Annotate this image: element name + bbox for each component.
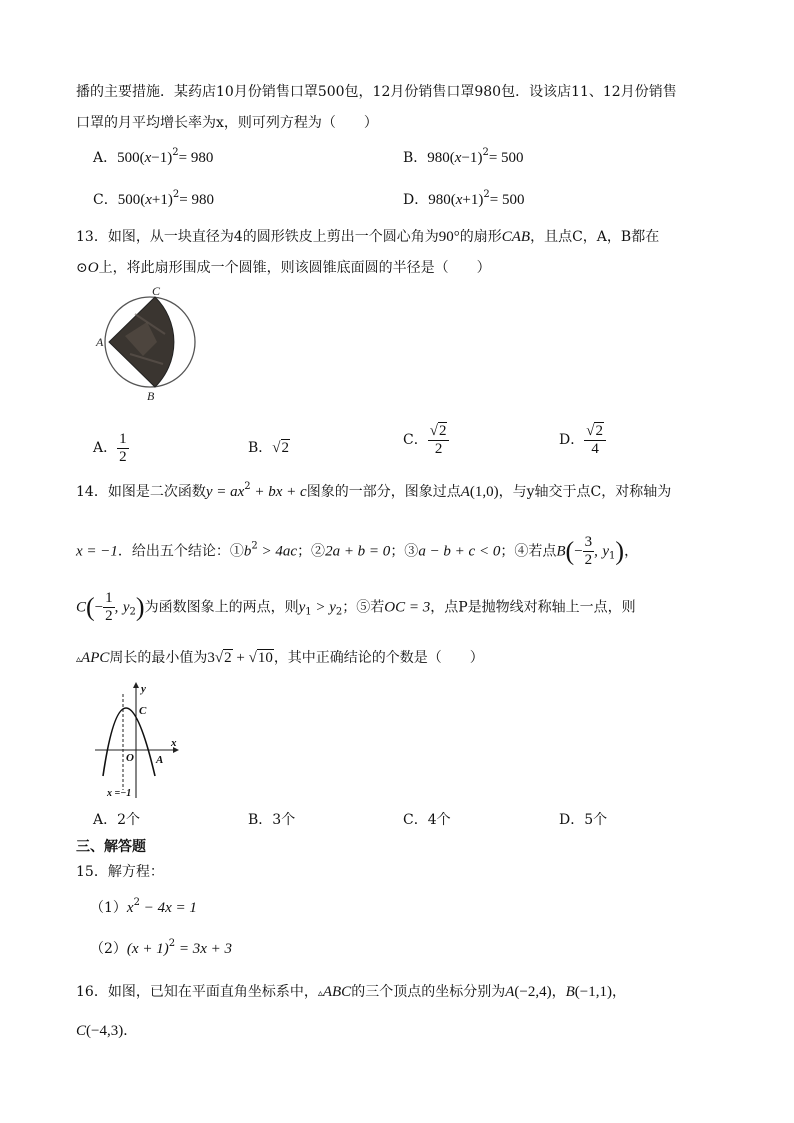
q13-text-line1: 13．如图，从一块直径为4的圆形铁皮上剪出一个圆心角为90°的扇形CAB，且点C，A，B都在 bbox=[76, 229, 660, 245]
q13-text-line2: ⊙O上，将此扇形围成一个圆锥，则该圆锥底面圆的半径是（ ） bbox=[76, 260, 491, 276]
q16-text-line2: C(−4,3)． bbox=[76, 1023, 138, 1039]
q13-option-a[interactable]: A． $\frac{1}{2}$ bbox=[93, 430, 127, 465]
q16-text-line1: 16．如图，已知在平面直角坐标系中，▵ABC的三个顶点的坐标分别为A(−2,4)，B(−1,1)， bbox=[76, 984, 626, 1000]
q13-label-a: A bbox=[96, 335, 104, 349]
q14-text-line4: ▵APC周长的最小值为3√2 + √10，其中正确结论的个数是（ ） bbox=[76, 650, 484, 666]
q14-option-c[interactable]: C．4个 bbox=[403, 812, 451, 828]
q13-label-b: B bbox=[147, 389, 155, 403]
q15-title: 15．解方程： bbox=[76, 864, 164, 880]
q14-option-b[interactable]: B．3个 bbox=[248, 812, 296, 828]
q14-figure-parabola bbox=[93, 680, 183, 802]
q14-parabola-curve bbox=[103, 708, 155, 776]
q12-text-line1: 播的主要措施．某药店10月份销售口罩500包，12月份销售口罩980包．设该店11、12月份销售 bbox=[76, 84, 677, 100]
q14-label-axis: x =−1 bbox=[107, 788, 132, 799]
q12-option-b[interactable]: B．$980(x-1)^2= 500$ bbox=[403, 147, 524, 166]
q12-option-d[interactable]: D．$980(x+1)^2= 500$ bbox=[403, 189, 525, 208]
section-heading: 三、解答题 bbox=[76, 839, 146, 855]
q12-option-a[interactable]: A．$500(x-1)^2= 980$ bbox=[93, 147, 214, 166]
q13-label-c: C bbox=[152, 284, 161, 298]
q14-text-line1: 14．如图是二次函数$y = ax^2$ + bx + c图象的一部分，图象过点A(1,0)，与y轴交于点C，对称轴为 bbox=[76, 481, 672, 500]
q14-text-line2: x = −1．给出五个结论：$①b^2 > 4ac$；②2a + b = 0；③a − b + c < 0；④若点B(− $\frac{3}{2}$ , $y_1$)， bbox=[76, 534, 639, 568]
q13-option-b[interactable]: B．√2 bbox=[248, 440, 290, 456]
q14-label-a: A bbox=[156, 754, 164, 766]
q14-text-line3: C(− $\frac{1}{2}$ , $y_2$)为函数图象上的两点，则$y_1 > y_2$；⑤若OC = 3，点P是抛物线对称轴上一点，则 bbox=[76, 590, 636, 624]
q14-label-x: x bbox=[171, 737, 177, 749]
q14-option-a[interactable]: A．2个 bbox=[93, 812, 141, 828]
q15-part2: $(2)(x + 1)^2 = 3x + 3$ bbox=[90, 938, 232, 957]
q14-option-d[interactable]: D．5个 bbox=[559, 812, 608, 828]
q14-label-o: O bbox=[126, 752, 134, 764]
q14-label-y: y bbox=[141, 683, 146, 695]
q12-option-c[interactable]: C．$500(x+1)^2= 980$ bbox=[93, 189, 214, 208]
q13-figure-circle-sector bbox=[95, 284, 205, 404]
q14-label-c: C bbox=[139, 705, 147, 717]
q15-part1: $(1)x^2 - 4x = 1$ bbox=[90, 897, 197, 916]
q13-option-c[interactable]: C． $\frac{√2}{2}$ bbox=[403, 420, 449, 460]
q13-option-d[interactable]: D． $\frac{√2}{4}$ bbox=[559, 420, 606, 460]
q12-text-line2: 口罩的月平均增长率为x，则可列方程为（ ） bbox=[76, 115, 378, 131]
